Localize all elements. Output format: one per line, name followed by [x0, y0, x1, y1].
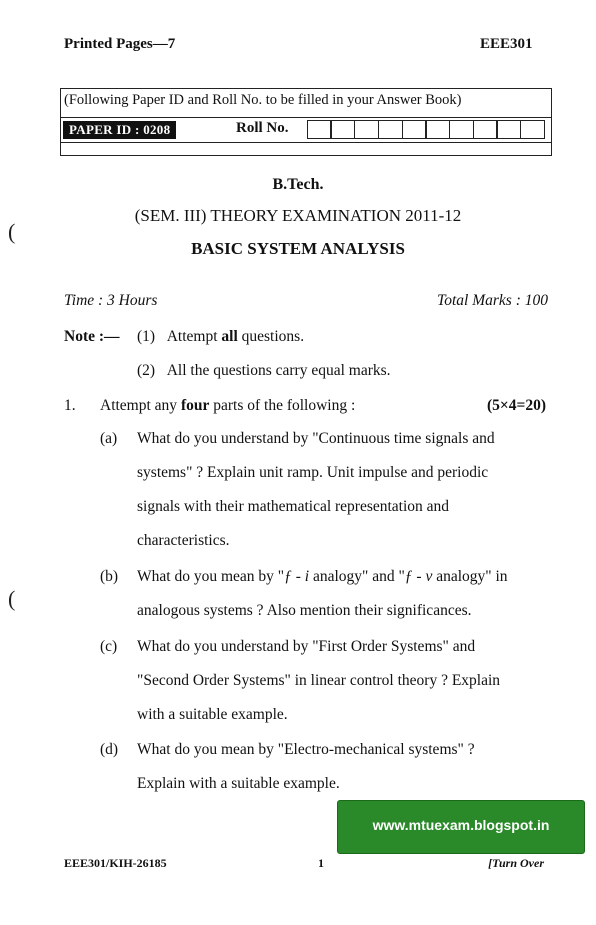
- id-box-divider: [61, 142, 551, 143]
- part-b-text: What do you mean by ": [137, 568, 285, 585]
- part-a-line: What do you understand by "Continuous time signals and: [137, 430, 495, 447]
- margin-mark: (: [8, 586, 16, 611]
- id-box-instruction: (Following Paper ID and Roll No. to be filled in your Answer Book): [64, 92, 462, 108]
- question-bold: four: [180, 397, 210, 414]
- part-b-text: analogy" and ": [309, 568, 405, 585]
- roll-no-cell: [496, 120, 521, 139]
- note-item-text: questions.: [237, 328, 305, 345]
- part-c-line: What do you understand by "First Order Systems" and: [137, 638, 476, 655]
- roll-no-cell: [354, 120, 379, 139]
- part-a-line: systems" ? Explain unit ramp. Unit impulse and periodic: [137, 464, 489, 481]
- part-c-line: "Second Order Systems" in linear control theory ? Explain: [137, 672, 501, 689]
- note-item-bold: all: [221, 328, 238, 345]
- note-item-text: All the questions carry equal marks.: [166, 362, 391, 379]
- part-label-c: (c): [100, 638, 118, 655]
- part-b-symbol: ƒ - v: [404, 568, 433, 585]
- roll-no-cell: [330, 120, 355, 139]
- part-d-line: What do you mean by "Electro-mechanical systems" ?: [137, 741, 475, 758]
- website-banner-text: www.mtuexam.blogspot.in: [372, 817, 550, 833]
- part-b-line: [137, 568, 508, 586]
- roll-no-cell: [378, 120, 403, 139]
- paper-id-box: [60, 88, 552, 156]
- session-title: (SEM. III) THEORY EXAMINATION 2011-12: [134, 206, 462, 225]
- roll-no-cells: [308, 120, 545, 139]
- website-banner[interactable]: [337, 800, 585, 854]
- part-a-line: characteristics.: [137, 532, 230, 549]
- part-label-b: (b): [100, 568, 119, 585]
- note-label: Note :—: [64, 328, 120, 345]
- note-item-1: [137, 328, 304, 346]
- part-b-symbol: ƒ - i: [284, 568, 310, 585]
- part-b-text: analogy" in: [432, 568, 508, 585]
- turn-over-label: [Turn Over: [488, 856, 544, 870]
- roll-no-label: Roll No.: [236, 120, 289, 136]
- part-b-line: analogous systems ? Also mention their significances.: [137, 602, 472, 619]
- roll-no-cell: [473, 120, 498, 139]
- roll-no-cell: [449, 120, 474, 139]
- question-number: 1.: [64, 397, 76, 414]
- question-instruction: [100, 397, 355, 415]
- roll-no-cell: [307, 120, 332, 139]
- time-label: Time : 3 Hours: [64, 292, 158, 309]
- printed-pages-label: Printed Pages—7: [64, 36, 176, 52]
- footer-code: EEE301/KIH-26185: [64, 856, 167, 870]
- subject-title: BASIC SYSTEM ANALYSIS: [191, 239, 405, 258]
- question-marks: (5×4=20): [487, 397, 546, 414]
- degree-title: B.Tech.: [272, 176, 324, 193]
- note-item-number: (1): [137, 328, 156, 345]
- part-c-line: with a suitable example.: [137, 706, 288, 723]
- paper-code: EEE301: [480, 36, 533, 52]
- part-label-d: (d): [100, 741, 119, 758]
- roll-no-cell: [402, 120, 427, 139]
- question-text: Attempt any: [100, 397, 181, 414]
- paper-id-label: PAPER ID : 0208: [63, 121, 176, 139]
- roll-no-cell: [520, 120, 545, 139]
- margin-mark: (: [8, 219, 16, 244]
- note-item-text: Attempt: [166, 328, 222, 345]
- id-row: [61, 117, 551, 141]
- page-number: 1: [318, 856, 324, 870]
- part-d-line: Explain with a suitable example.: [137, 775, 340, 792]
- roll-no-cell: [425, 120, 450, 139]
- part-label-a: (a): [100, 430, 118, 447]
- note-item-2: [137, 362, 391, 380]
- total-marks-label: Total Marks : 100: [437, 292, 548, 309]
- part-a-line: signals with their mathematical representation and: [137, 498, 450, 515]
- note-item-number: (2): [137, 362, 156, 379]
- question-text: parts of the following :: [209, 397, 356, 414]
